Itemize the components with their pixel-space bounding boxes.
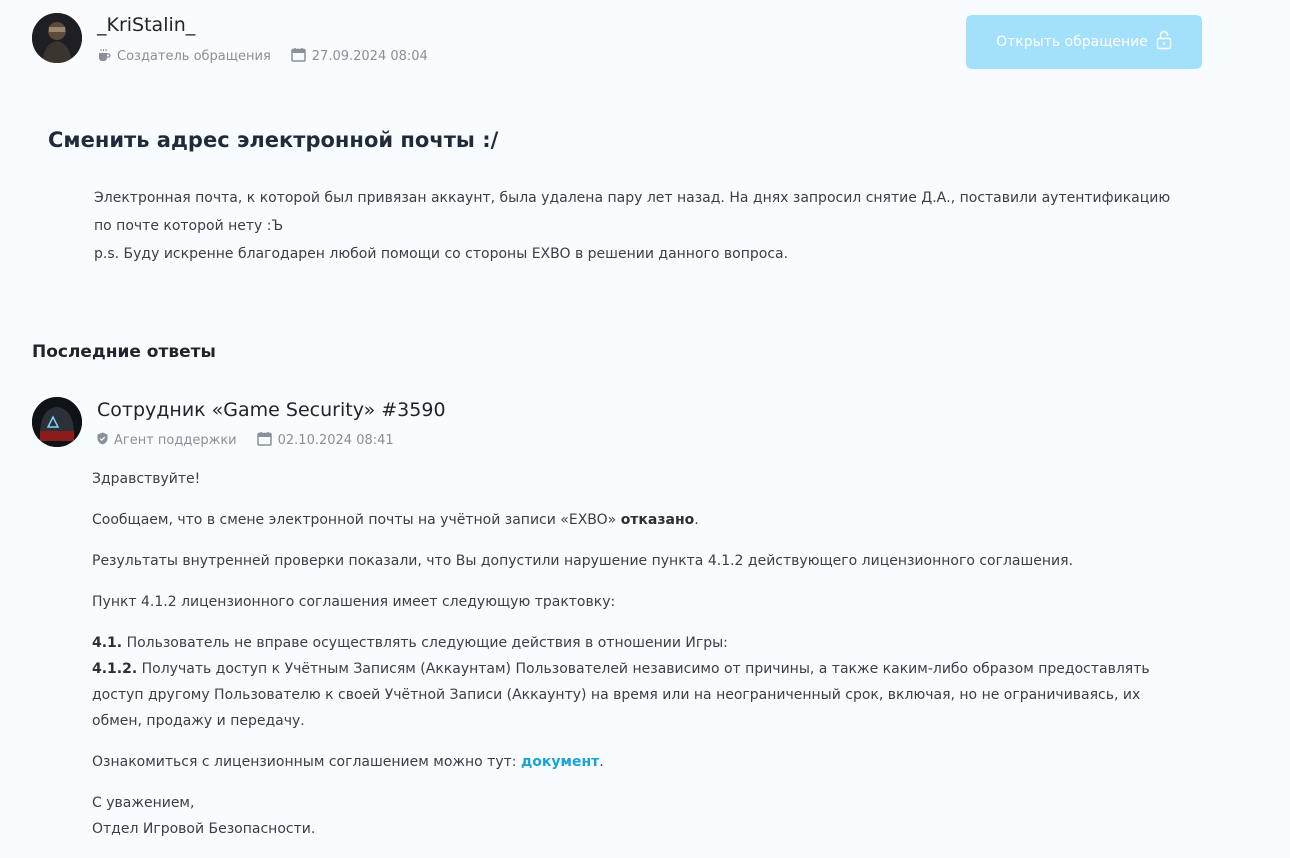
author-role: Создатель обращения xyxy=(117,49,271,64)
signature-line: Отдел Игровой Безопасности. xyxy=(92,821,316,837)
reply-paragraph: Результаты внутренней проверки показали, что Вы допустили нарушение пункта 4.1.2 действующего лицензионного соглашения. xyxy=(92,553,1074,569)
reply-date: 02.10.2024 08:41 xyxy=(277,433,394,448)
description-line: p.s. Буду искренне благодарен любой помощи со стороны EXBO в решении данного вопроса. xyxy=(94,246,789,262)
ticket-title: Сменить адрес электронной почты :/ xyxy=(48,128,499,152)
rule-text: доступ другому Пользователю к своей Учётной Записи (Аккаунту) на время или на неограниченный срок, включая, но не ограничиваясь, их xyxy=(92,687,1141,703)
support-author-name[interactable]: Сотрудник «Game Security» #3590 xyxy=(97,399,446,421)
reply-text: . xyxy=(694,512,699,528)
reply-body xyxy=(92,466,1202,842)
rule-number: 4.1. xyxy=(92,635,123,651)
reply-paragraph xyxy=(92,749,1202,775)
reply-text: . xyxy=(599,754,604,770)
coffee-cup-icon xyxy=(97,48,111,66)
ticket-description xyxy=(94,184,1204,268)
signature-line: С уважением, xyxy=(92,795,195,811)
author-meta xyxy=(97,47,428,66)
support-avatar[interactable] xyxy=(32,397,82,447)
lock-open-icon xyxy=(1156,30,1172,54)
reply-paragraph xyxy=(92,507,1202,533)
author-avatar[interactable] xyxy=(32,13,82,63)
reply-signature xyxy=(92,790,1202,842)
description-line: по почте которой нету :Ъ xyxy=(94,218,284,234)
author-name[interactable]: _KriStalin_ xyxy=(97,14,196,36)
reply-text: Сообщаем, что в смене электронной почты на учётной записи «EXBO» xyxy=(92,512,621,528)
reply-paragraph: Пункт 4.1.2 лицензионного соглашения имеет следующую трактовку: xyxy=(92,594,616,610)
reply-rules xyxy=(92,630,1202,734)
open-ticket-label: Открыть обращение xyxy=(996,34,1148,50)
shield-icon xyxy=(97,432,108,449)
open-ticket-button[interactable] xyxy=(966,15,1202,69)
replies-section-title: Последние ответы xyxy=(32,342,216,362)
rule-text: обмен, продажу и передачу. xyxy=(92,713,305,729)
reply-text: Ознакомиться с лицензионным соглашением можно тут: xyxy=(92,754,521,770)
ticket-date: 27.09.2024 08:04 xyxy=(311,49,428,64)
support-role: Агент поддержки xyxy=(114,433,237,448)
rule-text: Пользователь не вправе осуществлять следующие действия в отношении Игры: xyxy=(122,635,728,651)
description-line: Электронная почта, к которой был привязан аккаунт, была удалена пару лет назад. На днях запросил снятие Д.А., поставили аутентификацию xyxy=(94,190,1171,206)
reply-greeting: Здравствуйте! xyxy=(92,471,201,487)
rule-text: Получать доступ к Учётным Записям (Аккаунтам) Пользователей независимо от причины, а также каким-либо образом предоставлять xyxy=(137,661,1150,677)
rule-number: 4.1.2. xyxy=(92,661,138,677)
calendar-icon xyxy=(291,47,306,66)
support-meta xyxy=(97,431,394,450)
calendar-icon xyxy=(257,431,272,450)
reply-bold-text: отказано xyxy=(620,512,695,528)
license-document-link[interactable]: документ xyxy=(520,754,600,770)
